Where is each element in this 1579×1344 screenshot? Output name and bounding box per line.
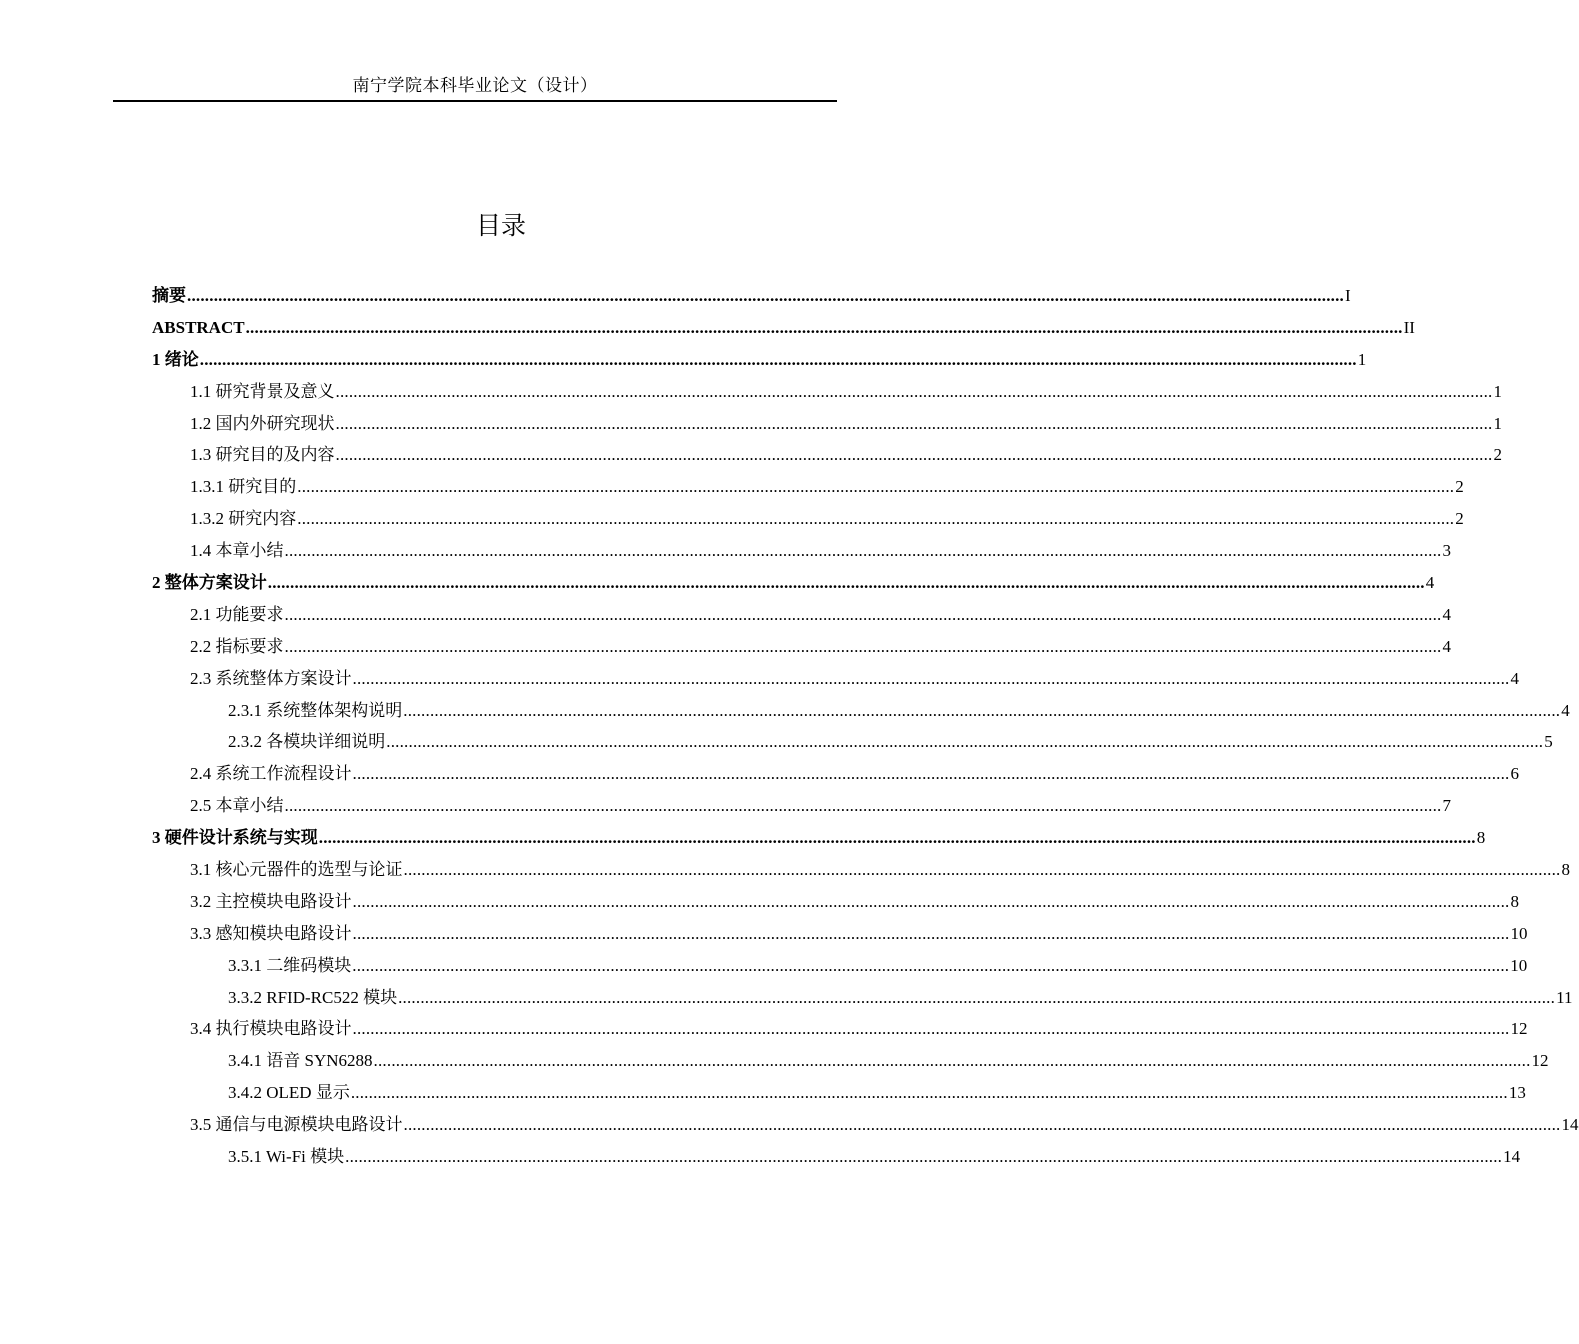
toc-entry[interactable] xyxy=(152,758,1519,790)
toc-entry[interactable] xyxy=(152,439,1502,471)
toc-entry-label: 3.2 主控模块电路设计 xyxy=(190,891,352,911)
toc-entry-label: 摘要 xyxy=(152,286,186,305)
toc-entry-label: 2.5 本章小结 xyxy=(190,796,284,816)
toc-dot-leader: .................................................................................................................................................................................................................................................................... xyxy=(199,349,1357,369)
toc-entry-page: 1 xyxy=(1357,349,1367,369)
toc-entry-page: 4 xyxy=(1425,573,1435,593)
toc-entry-page: 11 xyxy=(1556,987,1573,1007)
toc-entry-label: 1.3.2 研究内容 xyxy=(190,509,297,529)
toc-dot-leader: .................................................................................................................................................................................................................................................................... xyxy=(187,286,1344,305)
toc-entry[interactable] xyxy=(152,376,1502,408)
toc-entry-label: 3.5.1 Wi-Fi 模块 xyxy=(228,1147,345,1167)
toc-entry-label: 2.4 系统工作流程设计 xyxy=(190,764,352,784)
toc-entry-page: 12 xyxy=(1531,1051,1549,1071)
toc-dot-leader: .................................................................................................................................................................................................................................................................... xyxy=(350,1083,1508,1103)
toc-entry-page: 14 xyxy=(1503,1147,1521,1167)
toc-entry-page: 14 xyxy=(1561,1115,1579,1135)
toc-dot-leader: .................................................................................................................................................................................................................................................................... xyxy=(284,541,1442,561)
toc-entry-label: 1.3.1 研究目的 xyxy=(190,477,297,497)
toc-dot-leader: .................................................................................................................................................................................................................................................................... xyxy=(335,413,1493,433)
toc-entry[interactable] xyxy=(152,567,1435,599)
toc-entry[interactable] xyxy=(152,663,1519,695)
toc-entry-page: 5 xyxy=(1544,732,1553,752)
toc-dot-leader: .................................................................................................................................................................................................................................................................... xyxy=(386,732,1544,752)
toc-entry[interactable] xyxy=(152,1045,1549,1077)
toc-dot-leader: .................................................................................................................................................................................................................................................................... xyxy=(352,668,1510,688)
toc-entry-page: 2 xyxy=(1493,445,1502,465)
toc-dot-leader: .................................................................................................................................................................................................................................................................... xyxy=(403,1115,1561,1135)
toc-entry-label: 3.3 感知模块电路设计 xyxy=(190,923,352,943)
toc-entry-page: 4 xyxy=(1510,668,1519,688)
toc-dot-leader: .................................................................................................................................................................................................................................................................... xyxy=(352,923,1510,943)
toc-entry-label: 3.4.1 语音 SYN6288 xyxy=(228,1051,373,1071)
toc-entry-label: 1.4 本章小结 xyxy=(190,541,284,561)
toc-dot-leader: .................................................................................................................................................................................................................................................................... xyxy=(297,477,1455,497)
toc-entry[interactable] xyxy=(152,535,1451,567)
toc-dot-leader: .................................................................................................................................................................................................................................................................... xyxy=(345,1147,1503,1167)
toc-entry-label: 1.1 研究背景及意义 xyxy=(190,381,335,401)
toc-entry-label: 3.5 通信与电源模块电路设计 xyxy=(190,1115,403,1135)
toc-entry[interactable] xyxy=(152,471,1464,503)
toc-entry-page: 1 xyxy=(1493,381,1502,401)
toc-entry[interactable] xyxy=(152,726,1553,758)
toc-title: 目录 xyxy=(475,211,526,240)
toc-entry-page: 2 xyxy=(1455,509,1464,529)
toc-entry[interactable] xyxy=(152,1141,1521,1173)
toc-entry-label: 2.3.1 系统整体架构说明 xyxy=(228,700,403,720)
toc-dot-leader: .................................................................................................................................................................................................................................................................... xyxy=(352,955,1510,975)
toc-dot-leader: .................................................................................................................................................................................................................................................................... xyxy=(245,317,1403,337)
toc-entry-label: 2.1 功能要求 xyxy=(190,604,284,624)
toc-dot-leader: .................................................................................................................................................................................................................................................................... xyxy=(403,700,1561,720)
toc-entry-label: 2.3.2 各模块详细说明 xyxy=(228,732,386,752)
running-header: 南宁学院本科毕业论文（设计） xyxy=(352,76,598,95)
toc-entry[interactable] xyxy=(152,790,1451,822)
toc-entry-page: 2 xyxy=(1455,477,1464,497)
toc-entry[interactable] xyxy=(152,886,1519,918)
toc-entry-page: 10 xyxy=(1510,923,1528,943)
toc-dot-leader: .................................................................................................................................................................................................................................................................... xyxy=(335,445,1493,465)
toc-entry-page: 7 xyxy=(1442,796,1451,816)
toc-dot-leader: .................................................................................................................................................................................................................................................................... xyxy=(403,860,1561,880)
toc-dot-leader: .................................................................................................................................................................................................................................................................... xyxy=(318,828,1476,848)
toc-entry-page: 4 xyxy=(1442,636,1451,656)
toc-entry[interactable] xyxy=(152,1109,1579,1141)
toc-dot-leader: .................................................................................................................................................................................................................................................................... xyxy=(352,764,1510,784)
toc-entry[interactable] xyxy=(152,918,1528,950)
toc-entry-page: 12 xyxy=(1510,1019,1528,1039)
toc-entry-label: 2.3 系统整体方案设计 xyxy=(190,668,352,688)
toc-entry-page: I xyxy=(1345,286,1351,305)
toc-entry-label: 1.3 研究目的及内容 xyxy=(190,445,335,465)
toc-dot-leader: .................................................................................................................................................................................................................................................................... xyxy=(352,1019,1510,1039)
toc-entry[interactable] xyxy=(152,344,1367,376)
toc-entry[interactable] xyxy=(152,599,1451,631)
table-of-contents xyxy=(152,280,1579,1173)
toc-entry-page: 1 xyxy=(1493,413,1502,433)
toc-entry-label: ABSTRACT xyxy=(152,317,245,337)
toc-entry-page: 8 xyxy=(1510,891,1519,911)
toc-entry[interactable] xyxy=(152,1013,1528,1045)
toc-dot-leader: .................................................................................................................................................................................................................................................................... xyxy=(352,891,1510,911)
toc-entry-page: II xyxy=(1403,317,1415,337)
toc-dot-leader: .................................................................................................................................................................................................................................................................... xyxy=(284,604,1442,624)
toc-entry[interactable] xyxy=(152,822,1486,854)
toc-dot-leader: .................................................................................................................................................................................................................................................................... xyxy=(284,796,1442,816)
toc-entry-page: 4 xyxy=(1442,604,1451,624)
toc-entry-label: 1 绪论 xyxy=(152,349,199,369)
toc-dot-leader: .................................................................................................................................................................................................................................................................... xyxy=(284,636,1442,656)
toc-entry[interactable] xyxy=(152,950,1528,982)
toc-dot-leader: .................................................................................................................................................................................................................................................................... xyxy=(267,573,1425,593)
toc-entry[interactable] xyxy=(152,312,1415,344)
toc-entry-label: 2.2 指标要求 xyxy=(190,636,284,656)
toc-entry-label: 3.4.2 OLED 显示 xyxy=(228,1083,350,1103)
toc-entry-label: 1.2 国内外研究现状 xyxy=(190,413,335,433)
toc-entry-page: 10 xyxy=(1510,955,1528,975)
toc-entry[interactable] xyxy=(152,1077,1526,1109)
toc-entry-label: 2 整体方案设计 xyxy=(152,573,267,593)
toc-entry-page: 8 xyxy=(1476,828,1486,848)
toc-entry-page: 8 xyxy=(1561,860,1570,880)
toc-dot-leader: .................................................................................................................................................................................................................................................................... xyxy=(297,509,1455,529)
toc-entry-label: 3.3.1 二维码模块 xyxy=(228,955,352,975)
toc-entry-page: 3 xyxy=(1442,541,1451,561)
toc-entry-label: 3.1 核心元器件的选型与论证 xyxy=(190,860,403,880)
toc-entry[interactable] xyxy=(152,280,1351,312)
toc-dot-leader: .................................................................................................................................................................................................................................................................... xyxy=(335,381,1493,401)
toc-entry-label: 3.4 执行模块电路设计 xyxy=(190,1019,352,1039)
toc-entry[interactable] xyxy=(152,631,1451,663)
toc-entry-page: 13 xyxy=(1508,1083,1526,1103)
toc-dot-leader: .................................................................................................................................................................................................................................................................... xyxy=(398,987,1556,1007)
toc-entry-label: 3 硬件设计系统与实现 xyxy=(152,828,318,848)
toc-entry[interactable] xyxy=(152,408,1502,440)
toc-entry-label: 3.3.2 RFID-RC522 模块 xyxy=(228,987,398,1007)
toc-entry-page: 4 xyxy=(1561,700,1570,720)
toc-entry[interactable] xyxy=(152,695,1570,727)
toc-entry-page: 6 xyxy=(1510,764,1519,784)
toc-entry[interactable] xyxy=(152,503,1464,535)
toc-entry[interactable] xyxy=(152,854,1570,886)
toc-entry[interactable] xyxy=(152,982,1573,1014)
toc-dot-leader: .................................................................................................................................................................................................................................................................... xyxy=(373,1051,1531,1071)
header-rule xyxy=(113,100,837,102)
